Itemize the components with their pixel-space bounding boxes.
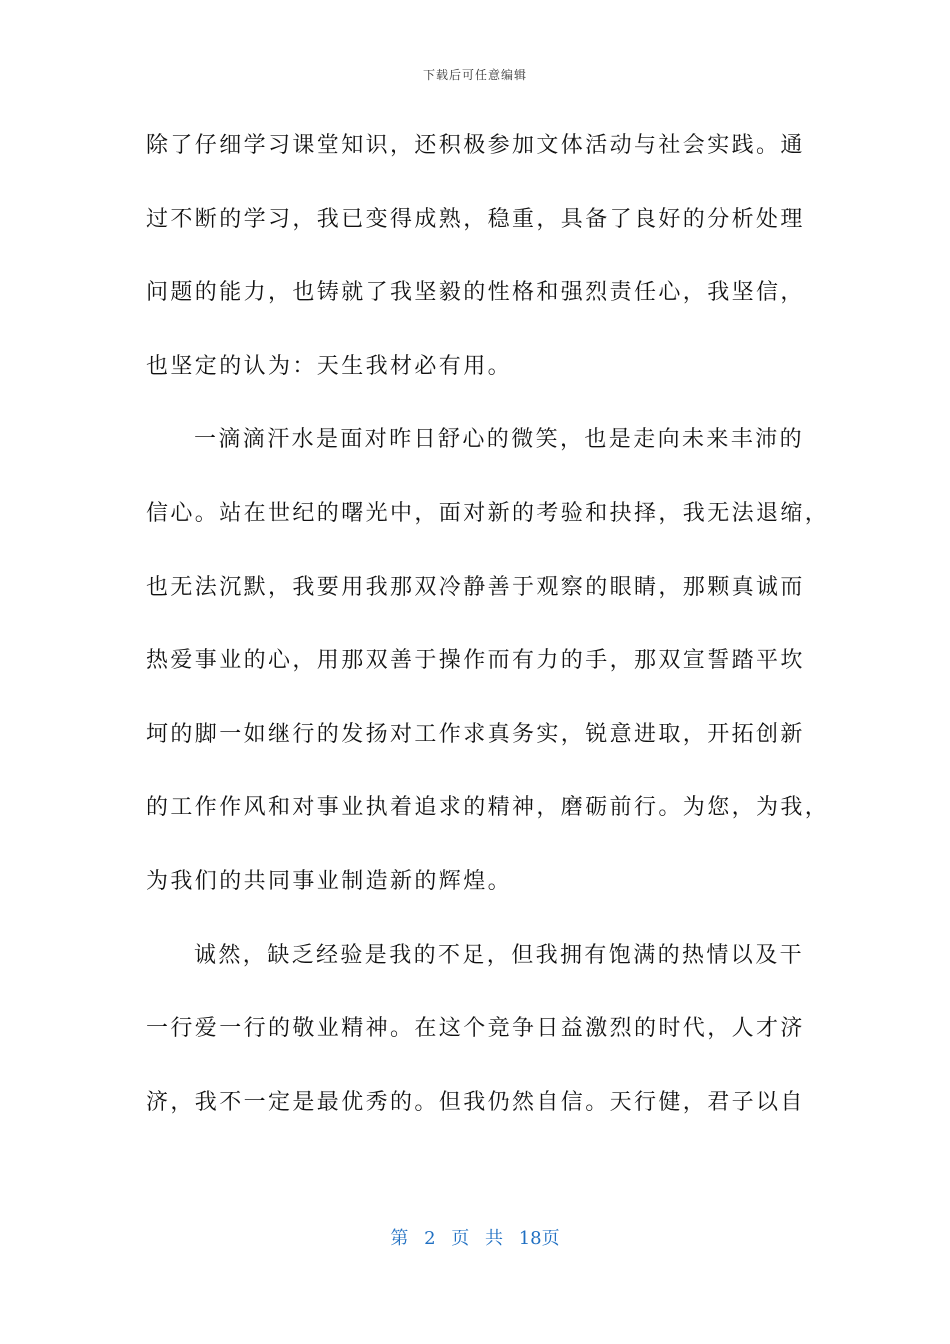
page-footer (0, 1224, 950, 1250)
footer-current-page: 2 (424, 1228, 436, 1249)
footer-prefix: 第 (390, 1228, 409, 1249)
text-line: 信心。站在世纪的曙光中，面对新的考验和抉择，我无法退缩， (146, 500, 830, 526)
document-body (146, 120, 830, 1150)
text-line: 为我们的共同事业制造新的辉煌。 (146, 868, 513, 894)
text-line: 济，我不一定是最优秀的。但我仍然自信。天行健，君子以自 (146, 1089, 805, 1115)
text-line: 热爱事业的心，用那双善于操作而有力的手，那双宣誓踏平坎 (146, 648, 805, 674)
paragraph-start-line: 一滴滴汗水是面对昨日舒心的微笑，也是走向未来丰沛的 (194, 427, 805, 453)
text-line: 除了仔细学习课堂知识，还积极参加文体活动与社会实践。通 (146, 133, 805, 158)
text-line: 过不断的学习，我已变得成熟，稳重，具备了良好的分析处理 (146, 206, 805, 232)
text-line: 问题的能力，也铸就了我坚毅的性格和强烈责任心，我坚信， (146, 280, 805, 306)
footer-total-label: 共 (485, 1228, 503, 1249)
text-line: 坷的脚一如继行的发扬对工作求真务实，锐意进取，开拓创新 (146, 721, 805, 747)
text-line: 也无法沉默，我要用我那双冷静善于观察的眼睛，那颗真诚而 (146, 574, 805, 600)
footer-page-label: 页 (451, 1228, 470, 1249)
footer-total-pages: 18页 (518, 1228, 560, 1249)
paragraph-start-line: 诚然，缺乏经验是我的不足，但我拥有饱满的热情以及干 (194, 942, 805, 968)
text-line: 也坚定的认为：天生我材必有用。 (146, 353, 513, 379)
text-line: 的工作作风和对事业执着追求的精神，磨砺前行。为您，为我， (146, 795, 830, 821)
text-line: 一行爱一行的敬业精神。在这个竞争日益激烈的时代，人才济 (146, 1016, 805, 1042)
page-header: 下载后可任意编辑 (422, 68, 527, 82)
